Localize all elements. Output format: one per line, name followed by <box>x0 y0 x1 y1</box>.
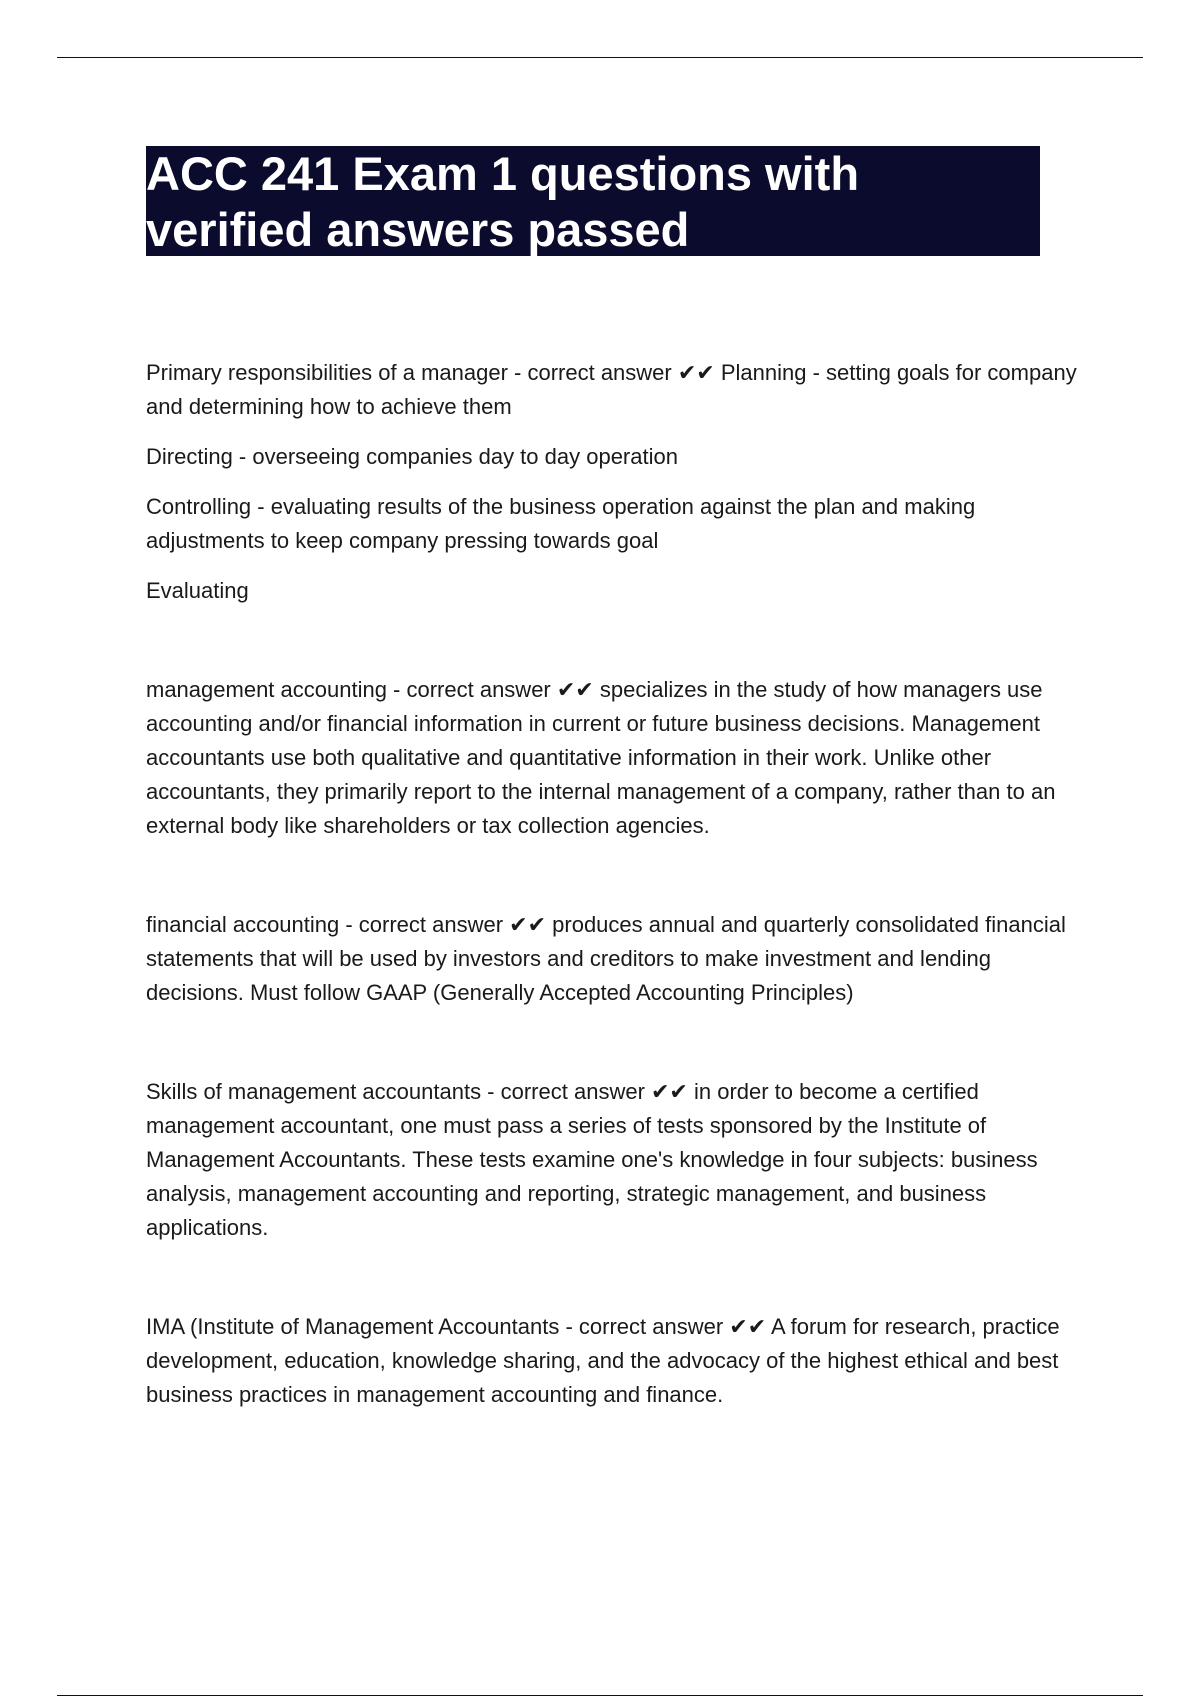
document-body <box>146 356 1086 1412</box>
entry-paragraph: Controlling - evaluating results of the business operation against the plan and making adjustments to keep company pressing towards goal <box>146 494 976 553</box>
entry-paragraph: Skills of management accountants - correct answer ✔✔ in order to become a certified management accountant, one must pass a series of tests sponsored by the Institute of Management Accountants. These tests examine one's knowledge in four subjects: business analysis, management accounting and reporting, strategic management, and business applications. <box>146 1079 1038 1240</box>
entry-paragraph: Directing - overseeing companies day to day operation <box>146 444 678 469</box>
qa-entry-manager-responsibilities <box>146 356 1086 608</box>
entry-paragraph: IMA (Institute of Management Accountants - correct answer ✔✔ A forum for research, practice development, education, knowledge sharing, and the advocacy of the highest ethical and best business practices in management accounting and finance. <box>146 1314 1060 1407</box>
qa-entry-financial-accounting <box>146 908 1086 1010</box>
document-title-banner <box>146 146 1040 256</box>
document-title-line-1: ACC 241 Exam 1 questions with <box>146 147 860 200</box>
qa-entry-ima <box>146 1310 1086 1412</box>
entry-paragraph: financial accounting - correct answer ✔✔ produces annual and quarterly consolidated financial statements that will be used by investors and creditors to make investment and lending decisions. Must follow GAAP (Generally Accepted Accounting Principles) <box>146 912 1066 1005</box>
entry-paragraph: Primary responsibilities of a manager - correct answer ✔✔ Planning - setting goals for company and determining how to achieve them <box>146 360 1077 419</box>
footer-rule <box>57 1695 1143 1696</box>
document-title-line-2: verified answers passed <box>146 203 690 256</box>
entry-paragraph: management accounting - correct answer ✔✔ specializes in the study of how managers use accounting and/or financial information in current or future business decisions. Management accountants use both qualitative and quantitative information in their work. Unlike other accountants, they primarily report to the internal management of a company, rather than to an external body like shareholders or tax collection agencies. <box>146 677 1056 838</box>
qa-entry-skills-management-accountants <box>146 1075 1086 1245</box>
header-rule <box>57 57 1143 58</box>
entry-paragraph: Evaluating <box>146 578 249 603</box>
qa-entry-management-accounting <box>146 673 1086 843</box>
